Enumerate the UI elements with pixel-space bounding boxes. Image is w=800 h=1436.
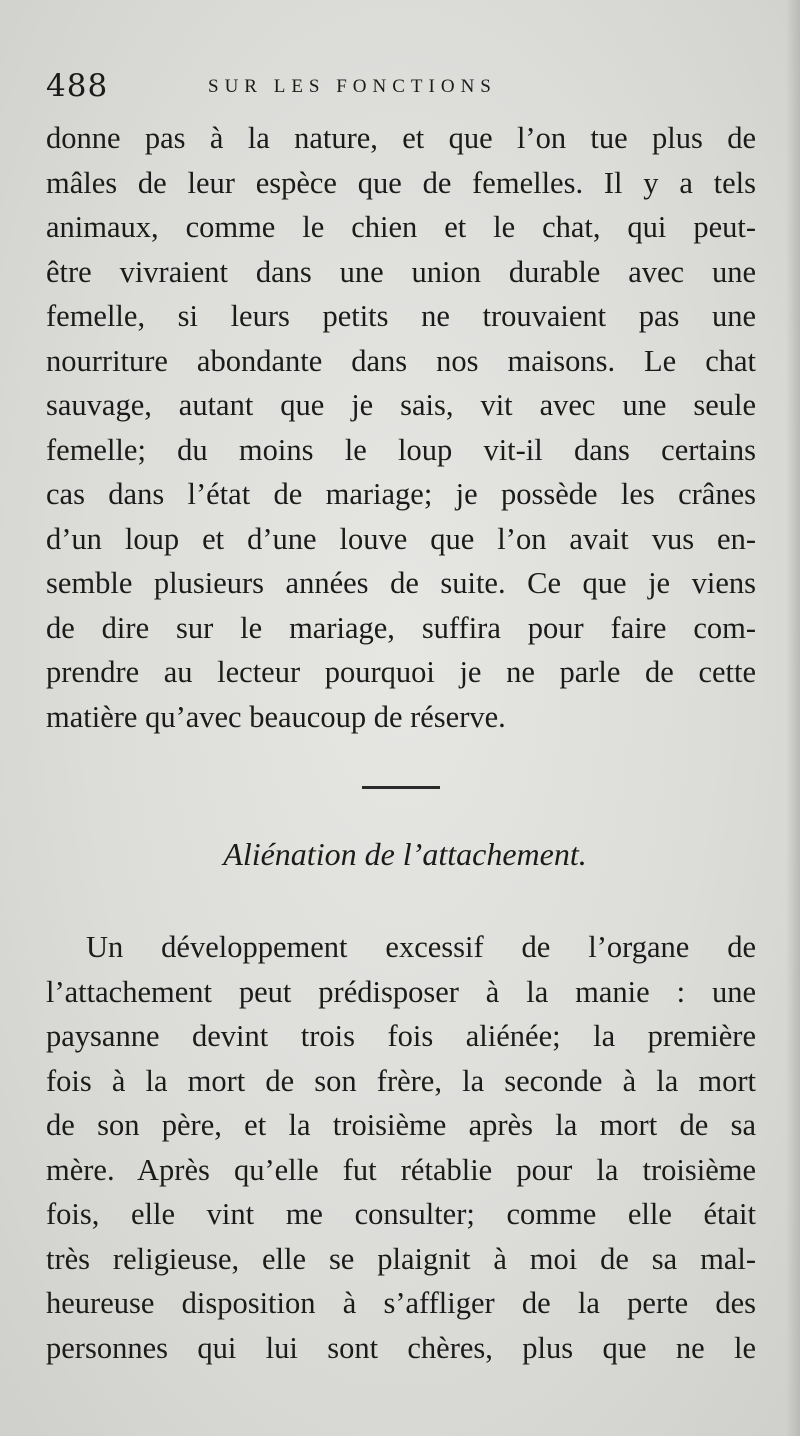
text-line: Un développement excessif de l’organe de (86, 930, 756, 964)
text-line: fois à la mort de son frère, la seconde à la mort (46, 1063, 756, 1098)
text-line: heureuse disposition à s’affliger de la perte des (46, 1286, 756, 1320)
running-title: SUR LES FONCTIONS (208, 76, 497, 97)
text-line: prendre au lecteur pourquoi je ne parle de cette (46, 655, 756, 689)
page-edge-shadow (786, 0, 800, 1436)
text-line: cas dans l’état de mariage; je possède les crânes (46, 477, 756, 511)
text-line: personnes qui lui sont chères, plus que ne le (46, 1330, 756, 1365)
text-line: matière qu’avec beaucoup de réserve. (46, 699, 506, 734)
text-line: de dire sur le mariage, suffira pour faire com- (46, 610, 756, 645)
text-line: paysanne devint trois fois aliénée; la première (46, 1019, 756, 1053)
text-line: mâles de leur espèce que de femelles. Il y a tels (46, 165, 756, 200)
text-line: très religieuse, elle se plaignit à moi de sa mal- (46, 1241, 756, 1276)
page-number: 488 (46, 68, 109, 104)
section-heading: Aliénation de l’attachement. (223, 836, 587, 872)
text-line: animaux, comme le chien et le chat, qui peut- (46, 210, 756, 244)
text-line: fois, elle vint me consulter; comme elle était (46, 1197, 756, 1231)
text-line: d’un loup et d’une louve que l’on avait vus en- (46, 521, 756, 556)
text-line: femelle; du moins le loup vit-il dans certains (46, 432, 756, 467)
section-divider (362, 786, 440, 789)
paragraph-1 (46, 116, 756, 739)
text-line: de son père, et la troisième après la mort de sa (46, 1108, 756, 1142)
text-line: mère. Après qu’elle fut rétablie pour la troisième (46, 1152, 756, 1187)
text-line: semble plusieurs années de suite. Ce que je viens (46, 566, 756, 600)
paragraph-2 (46, 925, 756, 1370)
text-line: donne pas à la nature, et que l’on tue plus de (46, 121, 756, 155)
text-line: sauvage, autant que je sais, vit avec une seule (46, 388, 756, 422)
text-line: femelle, si leurs petits ne trouvaient pas une (46, 299, 756, 333)
text-line: nourriture abondante dans nos maisons. Le chat (46, 343, 756, 378)
text-line: l’attachement peut prédisposer à la manie : une (46, 974, 756, 1009)
text-line: être vivraient dans une union durable avec une (46, 254, 756, 289)
running-head (46, 68, 756, 108)
